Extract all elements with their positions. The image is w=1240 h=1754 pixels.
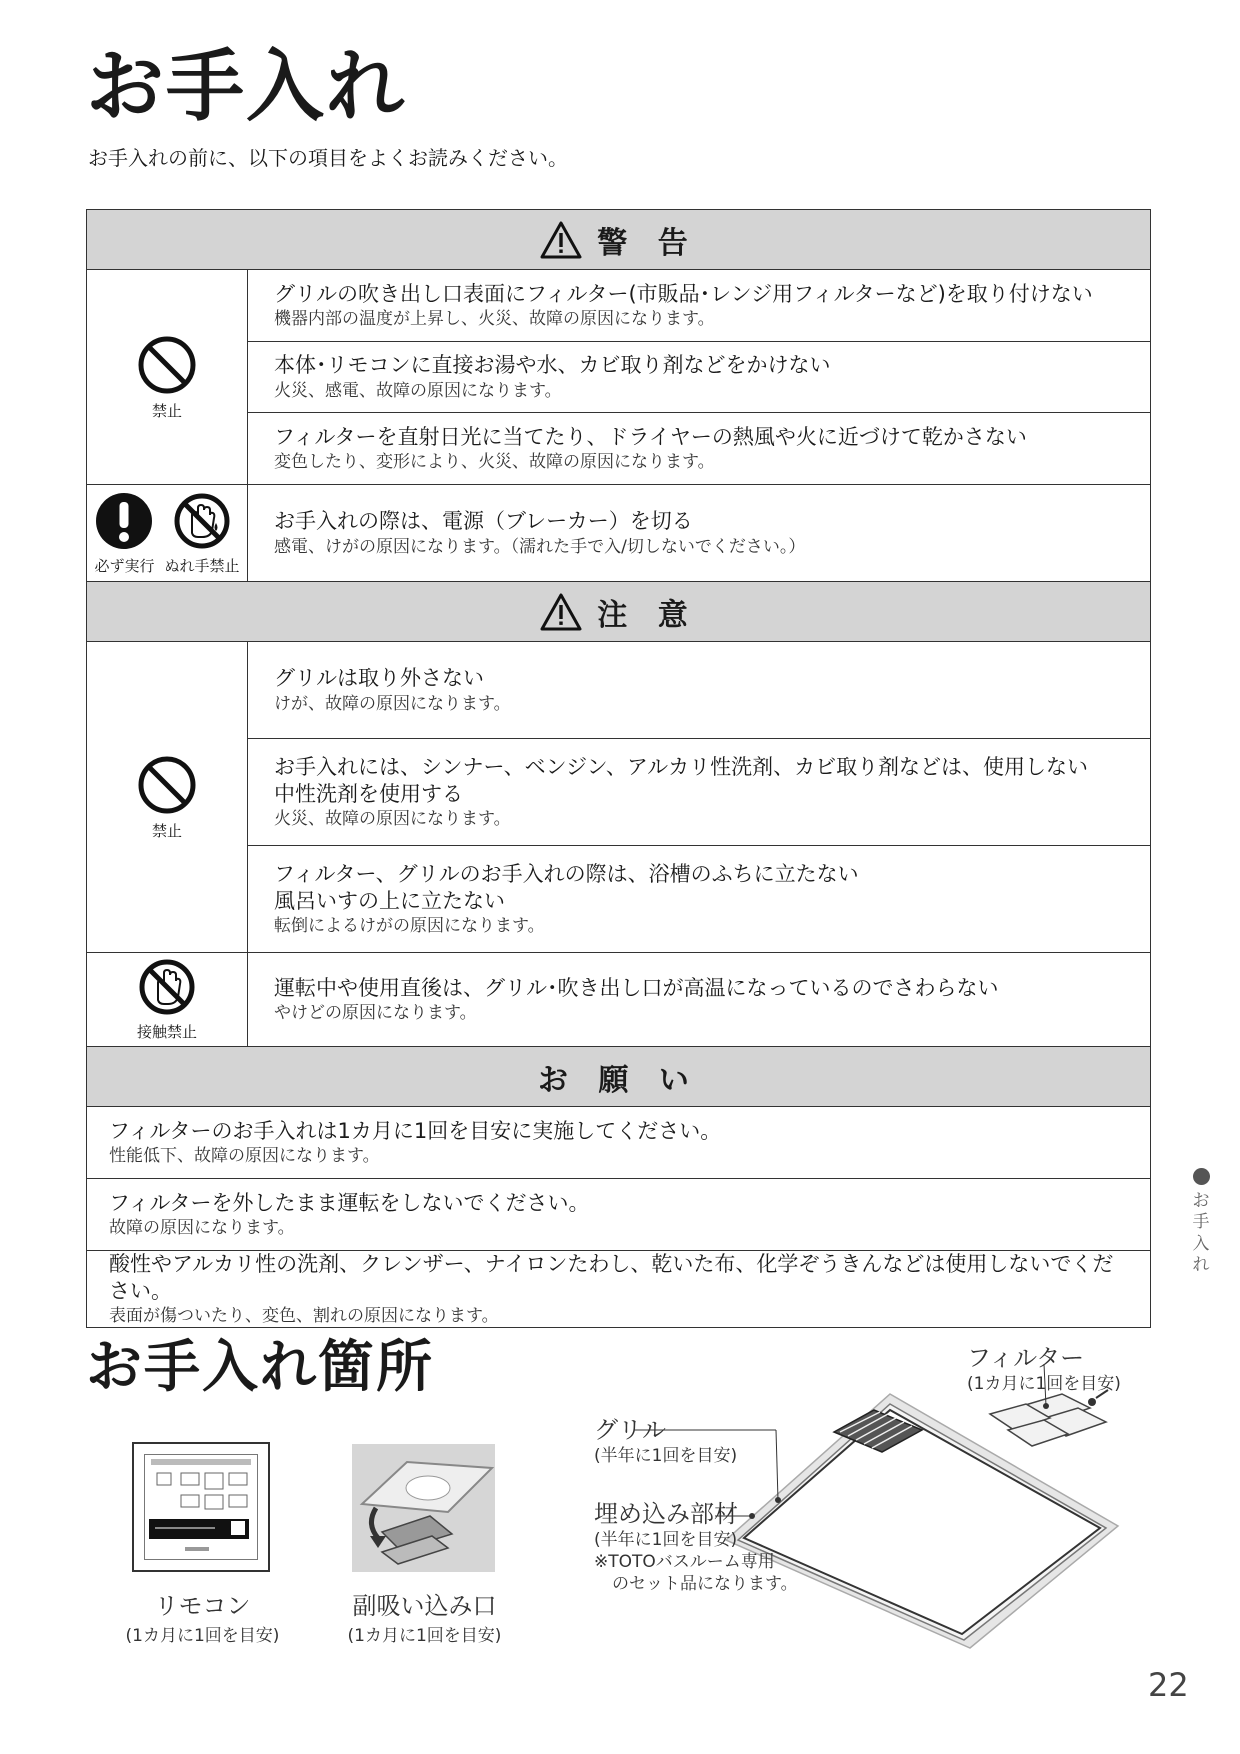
- intake-caption: [322, 1586, 527, 1646]
- warning-item-main: 本体･リモコンに直接お湯や水、カビ取り剤などをかけない: [274, 353, 831, 378]
- caution-item-sub: けが、故障の原因になります。: [274, 693, 511, 714]
- warning-item: [248, 270, 1150, 342]
- grill-callout: [594, 1416, 737, 1467]
- warning-item-main: お手入れの際は、電源（ブレーカー）を切る: [274, 509, 693, 534]
- request-item: [87, 1179, 1150, 1251]
- caution-item: [248, 953, 1150, 1046]
- caution-prohibited-cell: [87, 642, 248, 952]
- intake-frequency: (1カ月に1回を目安): [347, 1626, 502, 1646]
- safety-table: [86, 209, 1151, 1328]
- must-do-icon: [94, 491, 154, 551]
- warning-item-main: フィルターを直射日光に当てたり、ドライヤーの熱風や火に近づけて乾かさない: [274, 424, 1027, 449]
- icon-pair: [94, 491, 239, 576]
- caution-item-main-2: 風呂いすの上に立たない: [274, 888, 505, 913]
- frame-name: 埋め込み部材: [594, 1500, 738, 1528]
- request-header: [87, 1047, 1150, 1107]
- warning-prohibited-cell: [87, 270, 248, 484]
- grill-name: グリル: [594, 1416, 666, 1444]
- warning-mustdo-group: [87, 485, 1150, 582]
- request-item-sub: 表面が傷ついたり、変色、割れの原因になります。: [109, 1306, 499, 1327]
- caution-item: [248, 642, 1150, 739]
- warning-item-sub: 機器内部の温度が上昇し、火災、故障の原因になります。: [274, 308, 715, 329]
- intake-name: 副吸い込み口: [352, 1592, 497, 1620]
- prohibited-icon: [136, 754, 198, 816]
- request-item-main: フィルターを外したまま運転をしないでください。: [109, 1190, 590, 1215]
- warning-prohibited-group: [87, 270, 1150, 485]
- wet-hands-prohibited-icon: [172, 491, 232, 551]
- caution-item: [248, 846, 1150, 952]
- caution-item-main-2: 中性洗剤を使用する: [274, 781, 463, 806]
- caution-prohibited-group: [87, 642, 1150, 953]
- request-item-sub: 故障の原因になります。: [109, 1218, 295, 1239]
- remote-caption: [100, 1586, 305, 1646]
- caution-item-sub: 転倒によるけがの原因になります。: [274, 916, 545, 937]
- warning-rows: [248, 485, 1150, 581]
- side-tab-char: 手: [1192, 1212, 1210, 1233]
- side-tab-char: お: [1192, 1191, 1210, 1211]
- warning-item-sub: 変色したり、変形により、火災、故障の原因になります。: [274, 452, 715, 473]
- caution-item-sub: 火災、故障の原因になります。: [274, 809, 511, 830]
- prohibited-icon: [136, 334, 198, 396]
- remote-panel: [144, 1454, 258, 1560]
- warning-rows: [248, 270, 1150, 484]
- warning-item-main: グリルの吹き出し口表面にフィルター(市販品･レンジ用フィルターなど)を取り付けない: [274, 281, 1093, 306]
- page-title: お手入れ: [86, 42, 407, 132]
- remote-control-illustration: [132, 1442, 270, 1572]
- no-touch-icon: [137, 957, 197, 1017]
- warning-item-sub: 火災、感電、故障の原因になります。: [274, 380, 562, 401]
- side-tab-char: 入: [1192, 1233, 1210, 1254]
- warning-item: [248, 485, 1150, 581]
- caution-triangle-icon: [539, 592, 583, 632]
- caution-header: [87, 582, 1150, 642]
- request-item: [87, 1107, 1150, 1179]
- caution-item: [248, 739, 1150, 846]
- request-item-main: フィルターのお手入れは1カ月に1回を目安に実施してください。: [109, 1118, 722, 1143]
- must-do-label: 必ず実行: [94, 556, 155, 575]
- request-item-main: 酸性やアルカリ性の洗剤、クレンザー、ナイロンたわし、乾いた布、化学ぞうきんなどは使用しないでください。: [109, 1251, 1114, 1303]
- caution-rows: [248, 953, 1150, 1046]
- frame-note-2: のセット品になります。: [612, 1573, 798, 1594]
- warning-item-sub: 感電、けがの原因になります。（濡れた手で入/切しないでください。）: [274, 536, 806, 557]
- filter-callout: [967, 1344, 1121, 1395]
- caution-item-sub: やけどの原因になります。: [274, 1003, 477, 1024]
- intro-text: お手入れの前に、以下の項目をよくお読みください。: [88, 146, 568, 170]
- warning-mustdo-cell: [87, 485, 248, 581]
- frame-note: ※TOTOバスルーム専用: [594, 1551, 775, 1572]
- caution-rows: [248, 642, 1150, 952]
- caution-item-main: 運転中や使用直後は、グリル･吹き出し口が高温になっているのでさわらない: [274, 975, 999, 1000]
- caution-notouch-group: [87, 953, 1150, 1047]
- no-touch-label: 接触禁止: [136, 1023, 197, 1041]
- warning-item: [248, 413, 1150, 484]
- request-rows: [87, 1107, 1150, 1327]
- page-number: 22: [1148, 1666, 1189, 1704]
- request-item: [87, 1251, 1150, 1327]
- bullet-dot-icon: [1193, 1168, 1210, 1185]
- warning-header: [87, 210, 1150, 270]
- grill-frequency: (半年に1回を目安): [594, 1445, 738, 1466]
- frame-callout: [594, 1500, 798, 1595]
- warning-header-label: 警 告: [597, 225, 698, 261]
- request-item-sub: 性能低下、故障の原因になります。: [109, 1146, 380, 1167]
- section-side-tab: [1190, 1168, 1212, 1276]
- caution-item-main: フィルター、グリルのお手入れの際は、浴槽のふちに立たない: [274, 861, 859, 886]
- filter-name: フィルター: [967, 1344, 1085, 1372]
- frame-frequency: (半年に1回を目安): [594, 1529, 738, 1550]
- wet-hands-label: ぬれ手禁止: [164, 556, 240, 575]
- warning-triangle-icon: [539, 220, 583, 260]
- request-header-label: お 願 い: [538, 1062, 699, 1098]
- warning-item: [248, 342, 1150, 414]
- remote-frequency: (1カ月に1回を目安): [125, 1626, 280, 1646]
- prohibited-label: 禁止: [151, 821, 182, 840]
- prohibited-label: 禁止: [151, 401, 182, 420]
- sub-intake-illustration: [352, 1444, 495, 1572]
- caution-item-main: グリルは取り外さない: [274, 666, 484, 691]
- care-locations-title: お手入れ箇所: [86, 1335, 434, 1400]
- caution-item-main: お手入れには、シンナー、ベンジン、アルカリ性洗剤、カビ取り剤などは、使用しない: [274, 754, 1089, 779]
- remote-name: リモコン: [154, 1592, 251, 1620]
- filter-frequency: (1カ月に1回を目安): [967, 1373, 1121, 1394]
- side-tab-char: れ: [1192, 1254, 1210, 1275]
- caution-notouch-cell: [87, 953, 248, 1046]
- caution-header-label: 注 意: [597, 597, 698, 633]
